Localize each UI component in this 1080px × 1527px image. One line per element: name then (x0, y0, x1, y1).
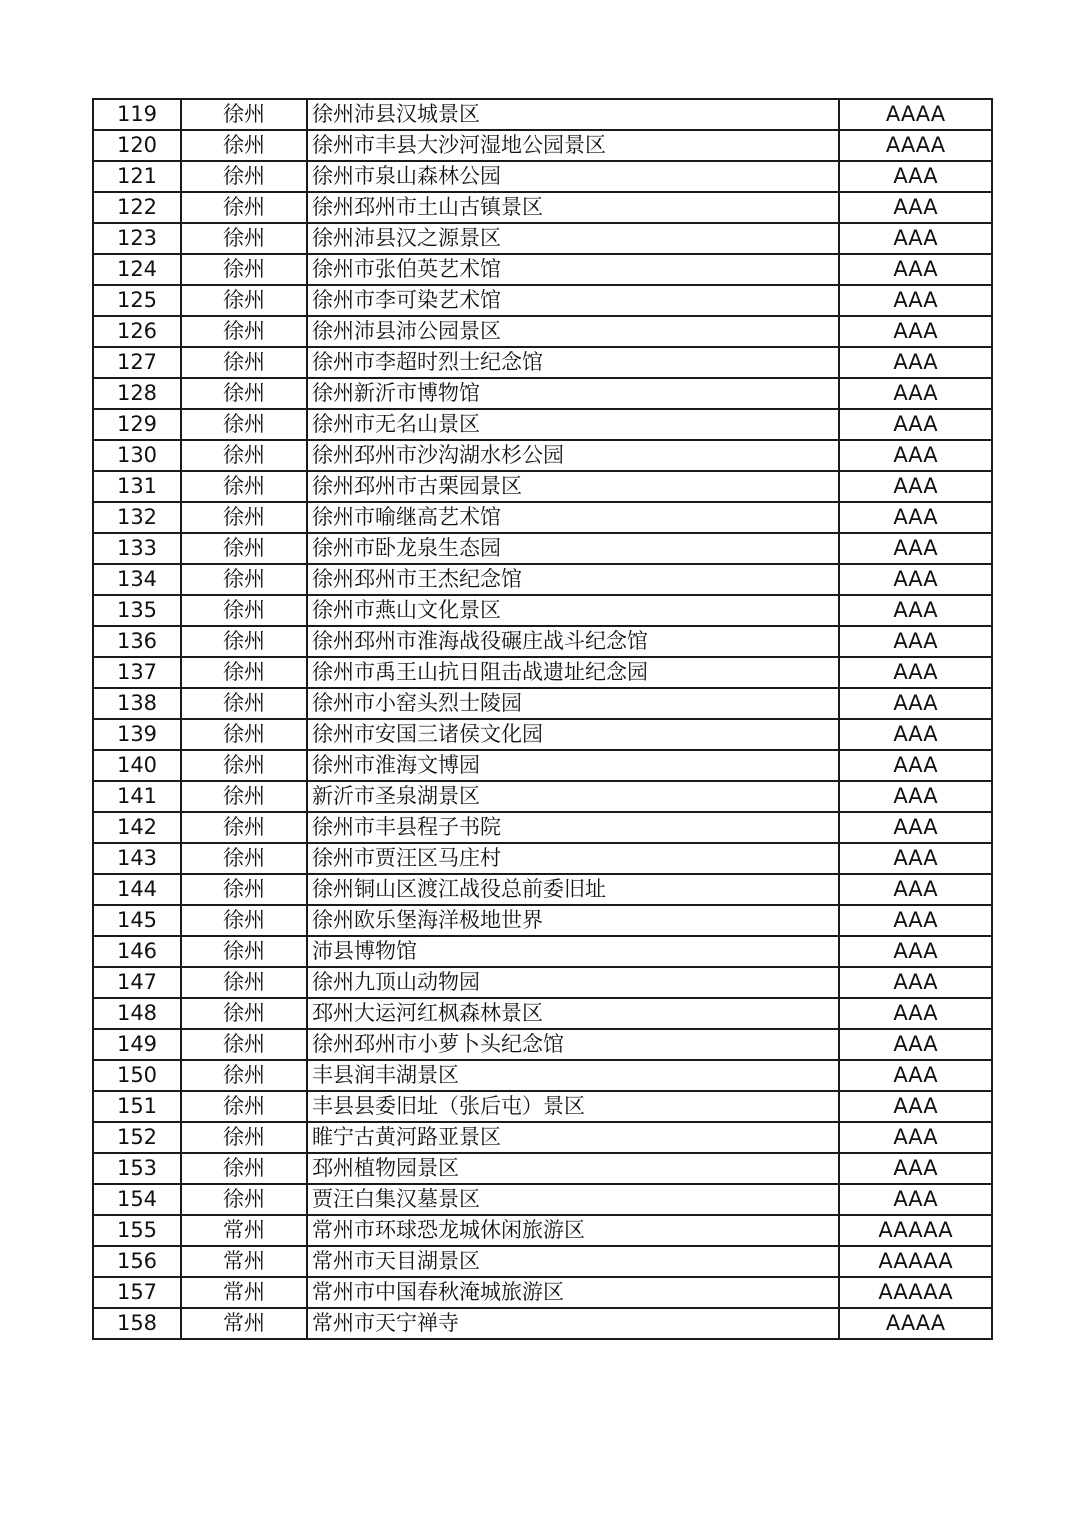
city-cell: 徐州 (181, 719, 307, 750)
grade-cell: AAA (839, 254, 992, 285)
scenic-name-cell: 徐州市张伯英艺术馆 (307, 254, 839, 285)
scenic-name-cell: 徐州市丰县程子书院 (307, 812, 839, 843)
city-cell: 常州 (181, 1246, 307, 1277)
table-row (93, 409, 992, 440)
table-row (93, 1153, 992, 1184)
grade-cell: AAA (839, 998, 992, 1029)
city-cell: 徐州 (181, 874, 307, 905)
table-row (93, 750, 992, 781)
scenic-name-cell: 徐州铜山区渡江战役总前委旧址 (307, 874, 839, 905)
row-number-cell: 142 (93, 812, 181, 843)
city-cell: 徐州 (181, 657, 307, 688)
scenic-name-cell: 丰县县委旧址（张后屯）景区 (307, 1091, 839, 1122)
city-cell: 徐州 (181, 595, 307, 626)
grade-cell: AAA (839, 1153, 992, 1184)
scenic-name-cell: 新沂市圣泉湖景区 (307, 781, 839, 812)
grade-cell: AAA (839, 347, 992, 378)
table-row (93, 471, 992, 502)
table-row (93, 843, 992, 874)
row-number-cell: 120 (93, 130, 181, 161)
scenic-name-cell: 常州市天目湖景区 (307, 1246, 839, 1277)
row-number-cell: 137 (93, 657, 181, 688)
grade-cell: AAA (839, 440, 992, 471)
grade-cell: AAA (839, 316, 992, 347)
row-number-cell: 140 (93, 750, 181, 781)
row-number-cell: 156 (93, 1246, 181, 1277)
table-row (93, 595, 992, 626)
grade-cell: AAA (839, 750, 992, 781)
city-cell: 徐州 (181, 781, 307, 812)
grade-cell: AAA (839, 378, 992, 409)
grade-cell: AAA (839, 812, 992, 843)
scenic-name-cell: 徐州邳州市土山古镇景区 (307, 192, 839, 223)
scenic-name-cell: 徐州市无名山景区 (307, 409, 839, 440)
table-row (93, 1122, 992, 1153)
scenic-name-cell: 徐州邳州市小萝卜头纪念馆 (307, 1029, 839, 1060)
table-row (93, 719, 992, 750)
table-row (93, 223, 992, 254)
table-row (93, 130, 992, 161)
grade-cell: AAA (839, 1029, 992, 1060)
row-number-cell: 149 (93, 1029, 181, 1060)
table-row (93, 967, 992, 998)
scenic-name-cell: 徐州市禹王山抗日阻击战遗址纪念园 (307, 657, 839, 688)
row-number-cell: 128 (93, 378, 181, 409)
table-row (93, 285, 992, 316)
scenic-name-cell: 徐州市李可染艺术馆 (307, 285, 839, 316)
grade-cell: AAA (839, 192, 992, 223)
scenic-name-cell: 徐州邳州市沙沟湖水杉公园 (307, 440, 839, 471)
table-row (93, 936, 992, 967)
grade-cell: AAAAA (839, 1215, 992, 1246)
table-row (93, 688, 992, 719)
row-number-cell: 144 (93, 874, 181, 905)
city-cell: 徐州 (181, 1184, 307, 1215)
city-cell: 徐州 (181, 936, 307, 967)
table-row (93, 1091, 992, 1122)
grade-cell: AAAA (839, 1308, 992, 1339)
city-cell: 徐州 (181, 1029, 307, 1060)
row-number-cell: 123 (93, 223, 181, 254)
row-number-cell: 136 (93, 626, 181, 657)
city-cell: 徐州 (181, 254, 307, 285)
city-cell: 徐州 (181, 1060, 307, 1091)
scenic-name-cell: 常州市中国春秋淹城旅游区 (307, 1277, 839, 1308)
city-cell: 徐州 (181, 1122, 307, 1153)
scenic-name-cell: 丰县润丰湖景区 (307, 1060, 839, 1091)
row-number-cell: 150 (93, 1060, 181, 1091)
grade-cell: AAA (839, 626, 992, 657)
row-number-cell: 135 (93, 595, 181, 626)
city-cell: 徐州 (181, 905, 307, 936)
table-row (93, 254, 992, 285)
table-row (93, 812, 992, 843)
table-row (93, 626, 992, 657)
city-cell: 徐州 (181, 471, 307, 502)
row-number-cell: 122 (93, 192, 181, 223)
scenic-name-cell: 徐州市喻继高艺术馆 (307, 502, 839, 533)
city-cell: 常州 (181, 1215, 307, 1246)
grade-cell: AAA (839, 161, 992, 192)
table-row (93, 905, 992, 936)
row-number-cell: 143 (93, 843, 181, 874)
grade-cell: AAAAA (839, 1277, 992, 1308)
table-row (93, 502, 992, 533)
city-cell: 徐州 (181, 409, 307, 440)
grade-cell: AAA (839, 905, 992, 936)
grade-cell: AAA (839, 285, 992, 316)
scenic-name-cell: 邳州大运河红枫森林景区 (307, 998, 839, 1029)
city-cell: 徐州 (181, 161, 307, 192)
row-number-cell: 119 (93, 99, 181, 130)
row-number-cell: 141 (93, 781, 181, 812)
table-row (93, 564, 992, 595)
table-row (93, 1308, 992, 1339)
grade-cell: AAAA (839, 99, 992, 130)
scenic-name-cell: 贾汪白集汉墓景区 (307, 1184, 839, 1215)
grade-cell: AAA (839, 595, 992, 626)
row-number-cell: 131 (93, 471, 181, 502)
table-row (93, 440, 992, 471)
city-cell: 徐州 (181, 223, 307, 254)
scenic-name-cell: 徐州欧乐堡海洋极地世界 (307, 905, 839, 936)
city-cell: 徐州 (181, 998, 307, 1029)
row-number-cell: 152 (93, 1122, 181, 1153)
scenic-name-cell: 邳州植物园景区 (307, 1153, 839, 1184)
city-cell: 徐州 (181, 626, 307, 657)
table-row (93, 1246, 992, 1277)
grade-cell: AAAA (839, 130, 992, 161)
row-number-cell: 138 (93, 688, 181, 719)
table-row (93, 378, 992, 409)
grade-cell: AAA (839, 1122, 992, 1153)
grade-cell: AAA (839, 874, 992, 905)
row-number-cell: 154 (93, 1184, 181, 1215)
city-cell: 徐州 (181, 440, 307, 471)
row-number-cell: 157 (93, 1277, 181, 1308)
scenic-name-cell: 徐州沛县汉城景区 (307, 99, 839, 130)
scenic-name-cell: 徐州市泉山森林公园 (307, 161, 839, 192)
scenic-name-cell: 徐州市小窑头烈士陵园 (307, 688, 839, 719)
row-number-cell: 155 (93, 1215, 181, 1246)
grade-cell: AAA (839, 223, 992, 254)
city-cell: 徐州 (181, 378, 307, 409)
city-cell: 徐州 (181, 843, 307, 874)
table-row (93, 1215, 992, 1246)
city-cell: 徐州 (181, 347, 307, 378)
row-number-cell: 127 (93, 347, 181, 378)
row-number-cell: 125 (93, 285, 181, 316)
grade-cell: AAA (839, 688, 992, 719)
table-row (93, 161, 992, 192)
grade-cell: AAA (839, 657, 992, 688)
grade-cell: AAA (839, 471, 992, 502)
grade-cell: AAA (839, 843, 992, 874)
city-cell: 徐州 (181, 812, 307, 843)
row-number-cell: 151 (93, 1091, 181, 1122)
grade-cell: AAA (839, 1060, 992, 1091)
table-row (93, 1277, 992, 1308)
table-row (93, 874, 992, 905)
scenic-name-cell: 睢宁古黄河路亚景区 (307, 1122, 839, 1153)
city-cell: 徐州 (181, 688, 307, 719)
grade-cell: AAA (839, 502, 992, 533)
row-number-cell: 124 (93, 254, 181, 285)
row-number-cell: 158 (93, 1308, 181, 1339)
grade-cell: AAA (839, 967, 992, 998)
table-row (93, 1029, 992, 1060)
scenic-name-cell: 徐州沛县沛公园景区 (307, 316, 839, 347)
table-row (93, 533, 992, 564)
scenic-area-table (92, 98, 993, 1340)
grade-cell: AAA (839, 1184, 992, 1215)
scenic-name-cell: 徐州市安国三诸侯文化园 (307, 719, 839, 750)
scenic-name-cell: 徐州市卧龙泉生态园 (307, 533, 839, 564)
city-cell: 徐州 (181, 192, 307, 223)
city-cell: 徐州 (181, 533, 307, 564)
row-number-cell: 121 (93, 161, 181, 192)
scenic-name-cell: 沛县博物馆 (307, 936, 839, 967)
city-cell: 徐州 (181, 1153, 307, 1184)
row-number-cell: 126 (93, 316, 181, 347)
row-number-cell: 153 (93, 1153, 181, 1184)
row-number-cell: 132 (93, 502, 181, 533)
row-number-cell: 147 (93, 967, 181, 998)
city-cell: 徐州 (181, 99, 307, 130)
table-row (93, 347, 992, 378)
city-cell: 常州 (181, 1277, 307, 1308)
row-number-cell: 146 (93, 936, 181, 967)
city-cell: 徐州 (181, 564, 307, 595)
city-cell: 徐州 (181, 285, 307, 316)
city-cell: 徐州 (181, 502, 307, 533)
table-row (93, 1184, 992, 1215)
scenic-name-cell: 常州市环球恐龙城休闲旅游区 (307, 1215, 839, 1246)
city-cell: 常州 (181, 1308, 307, 1339)
table-body (93, 99, 992, 1339)
grade-cell: AAA (839, 533, 992, 564)
scenic-name-cell: 徐州市李超时烈士纪念馆 (307, 347, 839, 378)
scenic-name-cell: 徐州邳州市淮海战役碾庄战斗纪念馆 (307, 626, 839, 657)
grade-cell: AAA (839, 719, 992, 750)
row-number-cell: 148 (93, 998, 181, 1029)
row-number-cell: 133 (93, 533, 181, 564)
table-row (93, 998, 992, 1029)
scenic-name-cell: 徐州市丰县大沙河湿地公园景区 (307, 130, 839, 161)
grade-cell: AAA (839, 1091, 992, 1122)
city-cell: 徐州 (181, 316, 307, 347)
table-row (93, 316, 992, 347)
scenic-name-cell: 徐州九顶山动物园 (307, 967, 839, 998)
scenic-name-cell: 徐州邳州市古栗园景区 (307, 471, 839, 502)
grade-cell: AAA (839, 409, 992, 440)
scenic-name-cell: 徐州邳州市王杰纪念馆 (307, 564, 839, 595)
table-row (93, 99, 992, 130)
scenic-name-cell: 徐州市贾汪区马庄村 (307, 843, 839, 874)
grade-cell: AAA (839, 781, 992, 812)
city-cell: 徐州 (181, 750, 307, 781)
row-number-cell: 134 (93, 564, 181, 595)
scenic-name-cell: 徐州新沂市博物馆 (307, 378, 839, 409)
scenic-name-cell: 徐州沛县汉之源景区 (307, 223, 839, 254)
row-number-cell: 139 (93, 719, 181, 750)
row-number-cell: 129 (93, 409, 181, 440)
city-cell: 徐州 (181, 967, 307, 998)
grade-cell: AAA (839, 564, 992, 595)
table-row (93, 1060, 992, 1091)
city-cell: 徐州 (181, 130, 307, 161)
grade-cell: AAAAA (839, 1246, 992, 1277)
table-row (93, 657, 992, 688)
scenic-name-cell: 徐州市淮海文博园 (307, 750, 839, 781)
scenic-name-cell: 徐州市燕山文化景区 (307, 595, 839, 626)
table-row (93, 781, 992, 812)
row-number-cell: 145 (93, 905, 181, 936)
city-cell: 徐州 (181, 1091, 307, 1122)
scenic-name-cell: 常州市天宁禅寺 (307, 1308, 839, 1339)
table-row (93, 192, 992, 223)
row-number-cell: 130 (93, 440, 181, 471)
grade-cell: AAA (839, 936, 992, 967)
